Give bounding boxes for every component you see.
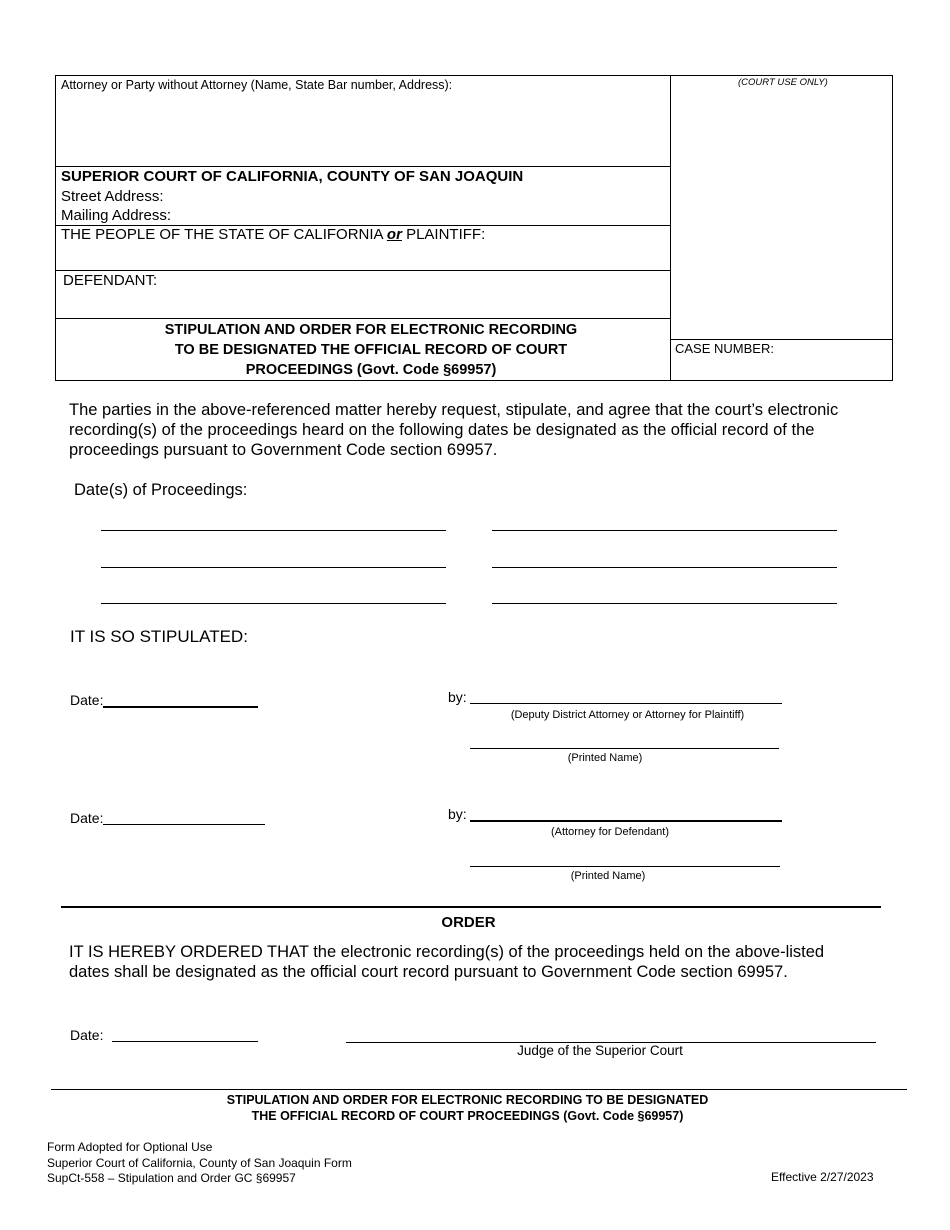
- order-line-2: dates shall be designated as the official court record pursuant to Government Code section 69957.: [69, 963, 788, 981]
- order-date-label: Date:: [70, 1027, 104, 1043]
- attorney-label: Attorney or Party without Attorney (Name, State Bar number, Address):: [61, 78, 453, 92]
- footer-title: [0, 1092, 935, 1124]
- plaintiff-label-post: PLAINTIFF:: [401, 226, 486, 243]
- case-number-label: CASE NUMBER:: [675, 341, 774, 356]
- proceeding-date-line[interactable]: [101, 603, 446, 604]
- proceeding-date-line[interactable]: [101, 567, 446, 568]
- intro-line-2: recording(s) of the proceedings heard on the following dates be designated as the official record of the: [69, 421, 815, 439]
- caption-box: [55, 75, 893, 381]
- defendant-date-label: Date:: [70, 810, 104, 826]
- street-address-label: Street Address:: [61, 188, 164, 205]
- proceeding-date-line[interactable]: [492, 530, 837, 531]
- order-paragraph: [69, 942, 869, 982]
- form-info-line1: Form Adopted for Optional Use: [47, 1140, 213, 1154]
- dates-of-proceedings-label: Date(s) of Proceedings:: [74, 481, 248, 499]
- defendant-date-field[interactable]: [103, 824, 265, 825]
- form-info: [47, 1140, 352, 1187]
- plaintiff-date-label: Date:: [70, 692, 104, 708]
- form-title-line1: STIPULATION AND ORDER FOR ELECTRONIC RECORDING: [164, 322, 578, 338]
- defendant-label: DEFENDANT:: [63, 272, 158, 289]
- order-divider: [61, 906, 881, 908]
- plaintiff-printed-name-line[interactable]: [470, 748, 779, 749]
- proceeding-date-line[interactable]: [101, 530, 446, 531]
- plaintiff-label: [61, 226, 485, 243]
- order-heading: ORDER: [441, 914, 496, 931]
- footer-divider: [51, 1089, 907, 1090]
- form-title: [56, 320, 686, 380]
- defendant-caption: (Attorney for Defendant): [550, 826, 669, 838]
- defendant-by-label: by:: [448, 806, 467, 822]
- divider-defendant: [56, 318, 670, 319]
- divider-case-number: [670, 339, 893, 340]
- form-info-line2: Superior Court of California, County of San Joaquin Form: [47, 1155, 352, 1170]
- order-line-1: IT IS HEREBY ORDERED THAT the electronic recording(s) of the proceedings held on the above-listed: [69, 943, 825, 961]
- proceeding-date-line[interactable]: [492, 603, 837, 604]
- form-title-line3: PROCEEDINGS (Govt. Code §69957): [245, 362, 497, 378]
- court-use-only-label: (COURT USE ONLY): [738, 77, 828, 88]
- divider-attorney: [56, 166, 670, 167]
- plaintiff-label-or: or: [386, 226, 402, 243]
- plaintiff-printed-name-caption: (Printed Name): [567, 752, 643, 764]
- intro-line-3: proceedings pursuant to Government Code section 69957.: [69, 441, 498, 459]
- defendant-signature-line[interactable]: [470, 820, 782, 822]
- form-info-line3: SupCt-558 – Stipulation and Order GC §69957: [47, 1171, 296, 1185]
- effective-date: Effective 2/27/2023: [771, 1170, 874, 1184]
- plaintiff-by-label: by:: [448, 689, 467, 705]
- stipulated-heading: IT IS SO STIPULATED:: [70, 627, 248, 646]
- proceeding-date-line[interactable]: [492, 567, 837, 568]
- judge-caption: Judge of the Superior Court: [517, 1043, 683, 1058]
- mailing-address-label: Mailing Address:: [61, 207, 172, 224]
- defendant-printed-name-caption: (Printed Name): [570, 870, 646, 882]
- plaintiff-signature-line[interactable]: [470, 703, 782, 704]
- plaintiff-date-field[interactable]: [103, 706, 258, 708]
- intro-paragraph: [69, 400, 869, 460]
- form-title-line2: TO BE DESIGNATED THE OFFICIAL RECORD OF COURT: [174, 342, 568, 358]
- order-date-field[interactable]: [112, 1041, 258, 1042]
- plaintiff-label-pre: THE PEOPLE OF THE STATE OF CALIFORNIA: [61, 226, 387, 243]
- intro-line-1: The parties in the above-referenced matter hereby request, stipulate, and agree that the court’s electronic: [69, 401, 839, 419]
- plaintiff-caption: (Deputy District Attorney or Attorney for Plaintiff): [510, 709, 745, 721]
- divider-plaintiff: [56, 270, 670, 271]
- defendant-printed-name-line[interactable]: [470, 866, 780, 867]
- court-name: SUPERIOR COURT OF CALIFORNIA, COUNTY OF SAN JOAQUIN: [61, 168, 524, 185]
- footer-title-line2: THE OFFICIAL RECORD OF COURT PROCEEDINGS (Govt. Code §69957): [251, 1109, 684, 1123]
- footer-title-line1: STIPULATION AND ORDER FOR ELECTRONIC RECORDING TO BE DESIGNATED: [226, 1093, 709, 1107]
